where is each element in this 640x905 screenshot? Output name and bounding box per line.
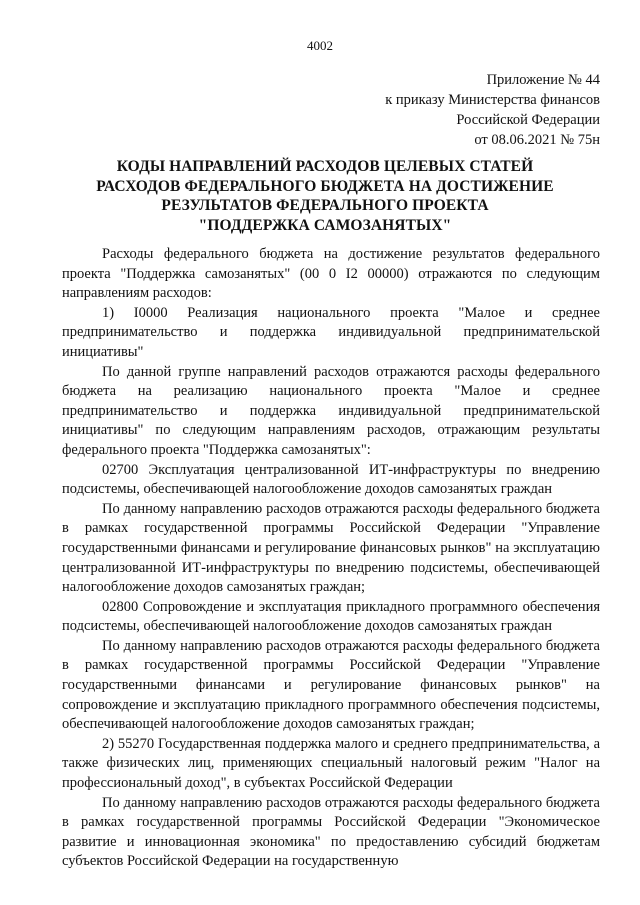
- paragraph: Расходы федерального бюджета на достижение результатов федерального проекта "Поддержка самозанятых" (00 0 I2 00000) отражаются по следующим направлениям расходов:: [62, 246, 600, 302]
- document-body: [62, 245, 600, 872]
- paragraph: 02800 Сопровождение и эксплуатация прикладного программного обеспечения подсистемы, обеспечивающей налогообложение доходов самозанятых граждан: [62, 598, 600, 635]
- appendix-line: Приложение № 44: [486, 72, 600, 88]
- paragraph: 02700 Эксплуатация централизованной ИТ-инфраструктуры по внедрению подсистемы, обеспечивающей налогообложение доходов самозанятых граждан: [62, 461, 600, 498]
- paragraph: По данной группе направлений расходов отражаются расходы федерального бюджета на реализацию национального проекта "Малое и среднее предпринимательство и поддержка индивидуальной предпринимательской инициативы" по следующим направлениям расходов, отражающим результаты федерального проекта "Поддержка самозанятых":: [62, 363, 600, 458]
- appendix-line: Российской Федерации: [456, 112, 600, 128]
- title-line: РАСХОДОВ ФЕДЕРАЛЬНОГО БЮДЖЕТА НА ДОСТИЖЕНИЕ: [96, 177, 554, 195]
- page-number: 4002: [307, 38, 333, 53]
- appendix-line: от 08.06.2021 № 75н: [474, 132, 600, 148]
- paragraph: По данному направлению расходов отражаются расходы федерального бюджета в рамках государственной программы Российской Федерации "Экономическое развитие и инновационная экономика" по предоставлению субсидий бюджетам субъектов Российской Федерации на государственную: [62, 794, 600, 870]
- title-line: КОДЫ НАПРАВЛЕНИЙ РАСХОДОВ ЦЕЛЕВЫХ СТАТЕЙ: [116, 158, 534, 175]
- title-line: РЕЗУЛЬТАТОВ ФЕДЕРАЛЬНОГО ПРОЕКТА: [161, 197, 489, 214]
- paragraph: По данному направлению расходов отражаются расходы федерального бюджета в рамках государственной программы Российской Федерации "Управление государственными финансами и регулирование финансовых рынков" на сопровождение и эксплуатацию прикладного программного обеспечения подсистемы, обеспечивающей налогообложение доходов самозанятых граждан;: [62, 637, 600, 733]
- paragraph: 2) 55270 Государственная поддержка малого и среднего предпринимательства, а также физических лиц, применяющих специальный налоговый режим "Налог на профессиональный доход", в субъектах Российской Федерации: [62, 735, 600, 792]
- paragraph: По данному направлению расходов отражаются расходы федерального бюджета в рамках государственной программы Российской Федерации "Управление государственными финансами и регулирование финансовых рынков" на эксплуатацию централизованной ИТ-инфраструктуры по внедрению подсистемы, обеспечивающей налогообложение доходов самозанятых граждан;: [62, 500, 600, 596]
- paragraph: 1) I0000 Реализация национального проекта "Малое и среднее предпринимательство и поддержка индивидуальной предпринимательской инициативы": [62, 304, 600, 360]
- appendix-line: к приказу Министерства финансов: [385, 92, 600, 108]
- title-line: "ПОДДЕРЖКА САМОЗАНЯТЫХ": [198, 216, 452, 234]
- document-title: [60, 157, 590, 235]
- appendix-block: [340, 70, 600, 150]
